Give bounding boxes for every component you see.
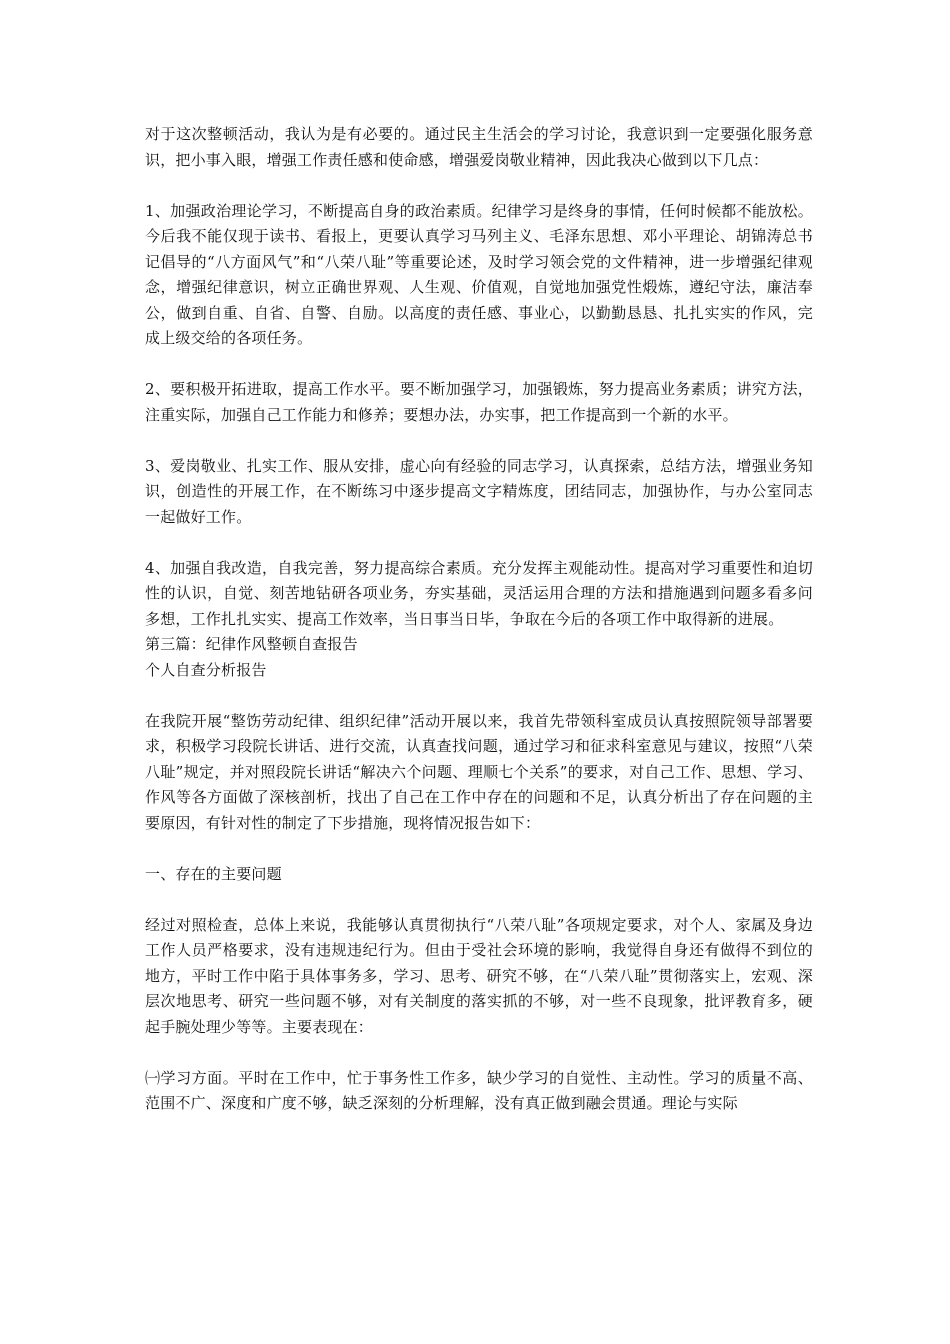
paragraph-item-1: 1、加强政治理论学习，不断提高自身的政治素质。纪律学习是终身的事情，任何时候都不能放松。今后我不能仅现于读书、看报上，更要认真学习马列主义、毛泽东思想、邓小平理论、胡锦涛总书记倡导的“八方面风气”和“八荣八耻”等重要论述，及时学习领会党的文件精神，进一步增强纪律观念，增强纪律意识，树立正确世界观、人生观、价值观，自觉地加强党性煅炼，遵纪守法，廉洁奉公，做到自重、自省、自警、自励。以高度的责任感、事业心，以勤勤恳恳、扎扎实实的作风，完成上级交给的各项任务。 — [145, 201, 813, 347]
paragraph-study-aspect: ㈠学习方面。平时在工作中，忙于事务性工作多，缺少学习的自觉性、主动性。学习的质量不高、范围不广、深度和广度不够，缺乏深刻的分析理解，没有真正做到融会贯通。理论与实际 — [145, 1068, 813, 1112]
chapter-heading: 第三篇：纪律作风整顿自查报告 — [145, 635, 358, 653]
paragraph-item-2: 2、要积极开拓进取，提高工作水平。要不断加强学习，加强锻炼，努力提高业务素质；讲究方法，注重实际，加强自己工作能力和修养；要想办法，办实事，把工作提高到一个新的水平。 — [145, 380, 813, 424]
paragraph-item-4: 4、加强自我改造，自我完善，努力提高综合素质。充分发挥主观能动性。提高对学习重要性和迫切性的认识，自觉、刻苦地钻研各项业务，夯实基础，灵活运用合理的方法和措施遇到问题多看多问多想，工作扎扎实实、提高工作效率，当日事当日毕，争取在今后的各项工作中取得新的进展。 — [145, 558, 813, 628]
document-body — [145, 122, 813, 1117]
paragraph-report-intro: 在我院开展“整饬劳动纪律、组织纪律”活动开展以来，我首先带领科室成员认真按照院领导部署要求，积极学习段院长讲话、进行交流，认真查找问题，通过学习和征求科室意见与建议，按照“八荣八耻”规定，并对照段院长讲话“解决六个问题、理顺七个关系”的要求，对自己工作、思想、学习、作风等各方面做了深核剖析，找出了自己在工作中存在的问题和不足，认真分析出了存在问题的主要原因，有针对性的制定了下步措施，现将情况报告如下： — [145, 711, 813, 832]
paragraph-intro: 对于这次整顿活动，我认为是有必要的。通过民主生活会的学习讨论，我意识到一定要强化服务意识，把小事入眼，增强工作责任感和使命感，增强爱岗敬业精神，因此我决心做到以下几点： — [145, 125, 813, 169]
paragraph-item-3: 3、爱岗敬业、扎实工作、服从安排，虚心向有经验的同志学习，认真探索，总结方法，增强业务知识，创造性的开展工作，在不断练习中逐步提高文字精炼度，团结同志，加强协作，与办公室同志一起做好工作。 — [145, 456, 813, 526]
section-heading-problems: 一、存在的主要问题 — [145, 864, 282, 883]
report-title: 个人自查分析报告 — [145, 660, 267, 679]
paragraph-self-check: 经过对照检查，总体上来说，我能够认真贯彻执行“八荣八耻”各项规定要求，对个人、家属及身边工作人员严格要求，没有违规违纪行为。但由于受社会环境的影响，我觉得自身还有做得不到位的地方，平时工作中陷于具体事务多，学习、思考、研究不够，在“八荣八耻”贯彻落实上，宏观、深层次地思考、研究一些问题不够，对有关制度的落实抓的不够，对一些不良现象，批评教育多，硬起手腕处理少等等。主要表现在： — [145, 915, 813, 1036]
